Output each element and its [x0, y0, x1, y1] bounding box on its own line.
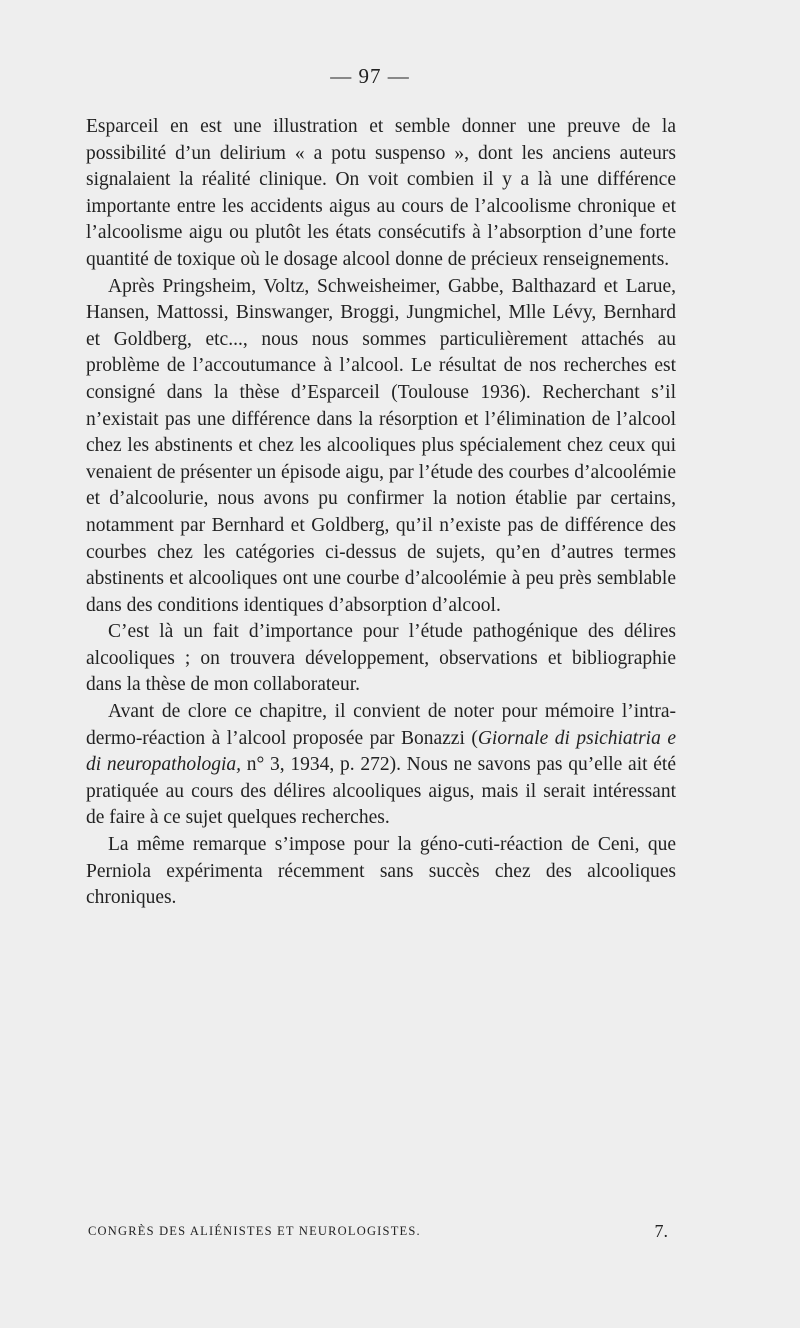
paragraph: C’est là un fait d’importance pour l’étude pathogénique des délires alcooliques ; on trouvera développement, observations et bibliographie dans la thèse de mon collaborateur. — [86, 621, 676, 696]
page-number: — 97 — — [330, 64, 410, 88]
signature-mark: 7. — [654, 1221, 668, 1241]
running-title: CONGRÈS DES ALIÉNISTES ET NEUROLOGISTES. — [88, 1224, 421, 1238]
paragraph — [86, 699, 676, 832]
body-text — [86, 114, 676, 912]
page-footer — [88, 1221, 668, 1241]
paragraph: Après Pringsheim, Voltz, Schweisheimer, Gabbe, Balthazard et Larue, Hansen, Mattossi, Binswanger, Broggi, Jungmichel, Mlle Lévy, Bernhard et Goldberg, etc..., nous nous sommes particulièrement attachés au problème de l’accoutumance à l’alcool. Le résultat de nos recherches est consigné dans la thèse d’Esparceil (Toulouse 1936). Recherchant s’il n’existait pas une différence dans la résorption et l’élimination de l’alcool chez les abstinents et chez les alcooliques plus spécialement chez ceux qui venaient de présenter un épisode aigu, par l’étude des courbes d’alcoolémie et d’alcoolurie, nous avons pu confirmer la notion établie par certains, notamment par Bernhard et Goldberg, qu’il n’existe pas de différence des courbes chez les catégories ci-dessus de sujets, qu’en d’autres termes abstinents et alcooliques ont une courbe d’alcoolémie à peu près semblable dans des conditions identiques d’absorption d’alcool. — [86, 275, 676, 616]
paragraph: La même remarque s’impose pour la géno-cuti-réaction de Ceni, que Perniola expérimenta récemment sans succès chez des alcooliques chroniques. — [86, 834, 676, 909]
journal-title: Giornale di psichiatria e di neuropathologia, — [86, 727, 676, 776]
paragraph: Esparceil en est une illustration et semble donner une preuve de la possibilité d’un delirium « a potu suspenso », dont les anciens auteurs signalaient la réalité clinique. On voit combien il y a là une différence importante entre les accidents aigus au cours de l’alcoolisme chronique et l’alcoolisme aigu ou plutôt les états consécutifs à l’absorption d’une forte quantité de toxique où le dosage alcool donne de précieux renseignements. — [86, 116, 676, 270]
paragraph-text: n° 3, 1934, p. 272). Nous ne savons pas qu’elle ait été pratiquée au cours des délires alcooliques aigus, mais il serait intéressant de faire à ce sujet quelques recherches. — [86, 754, 676, 829]
paragraph-text: Avant de clore ce chapitre, il convient de noter pour mémoire l’intra-dermo-réaction à l’alcool proposée par Bonazzi ( — [86, 701, 676, 749]
